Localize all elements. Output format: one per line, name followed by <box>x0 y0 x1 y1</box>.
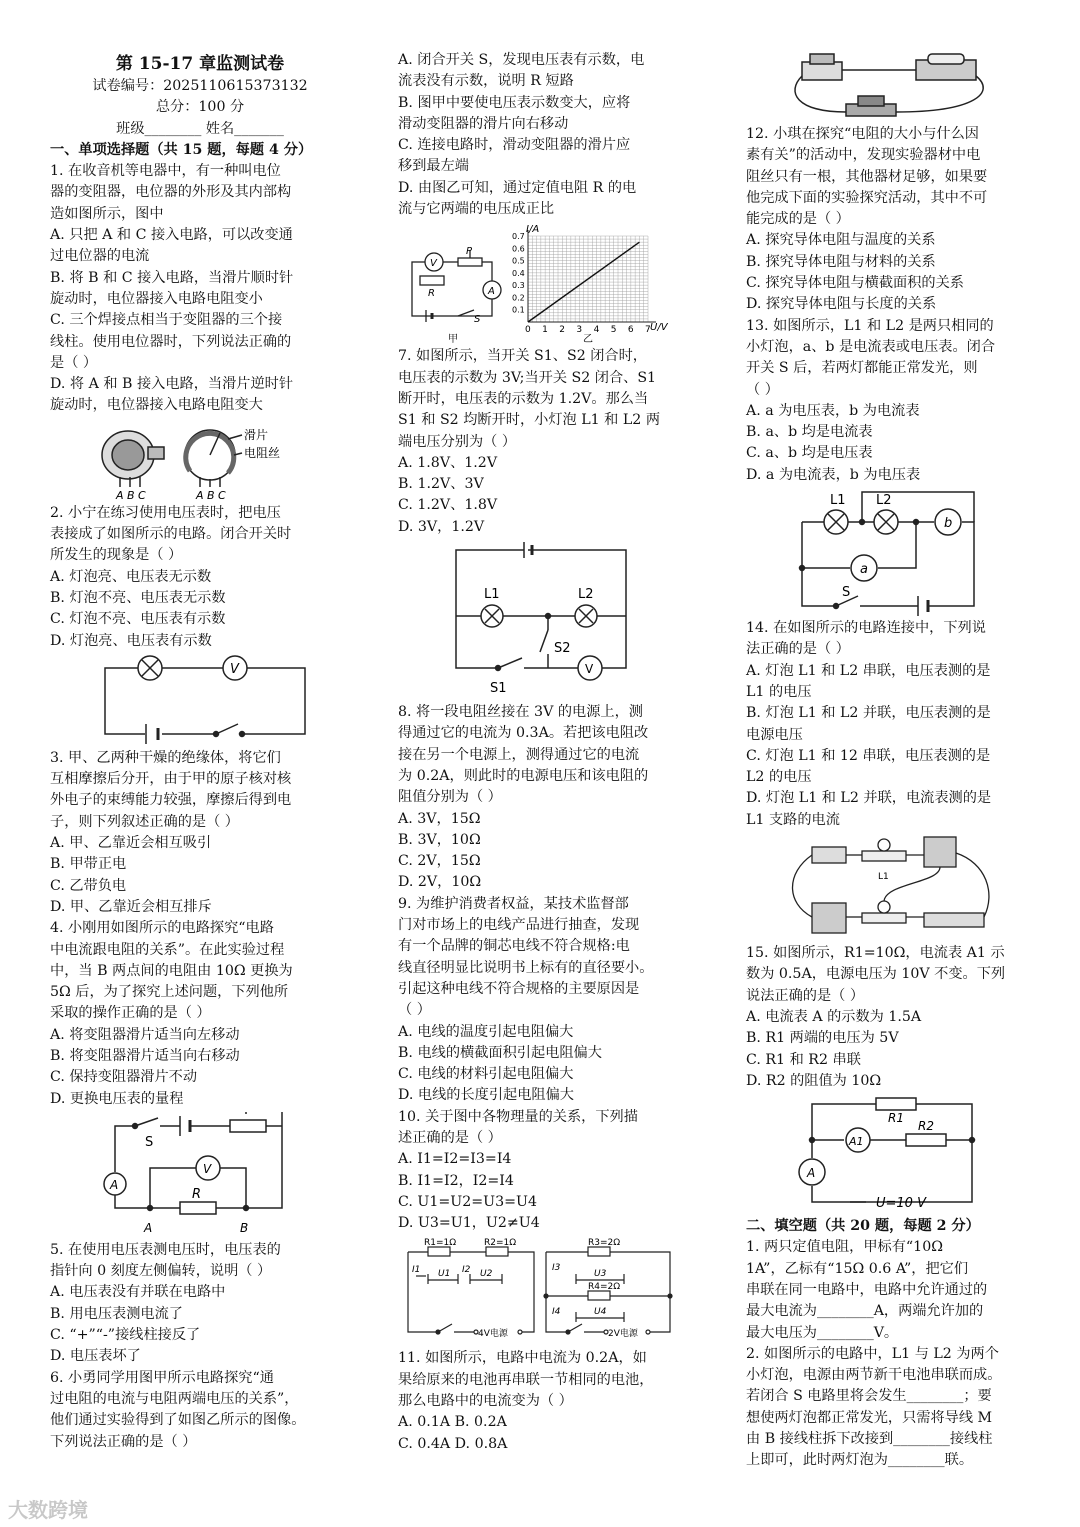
text-line: 13. 如图所示，L1 和 L2 是两只相同的 <box>746 317 994 334</box>
text-line: C. 保持变阻器滑片不动 <box>50 1069 198 1086</box>
text-line: C. 0.4A D. 0.8A <box>398 1435 508 1452</box>
y-tick-label: 0.2 <box>512 293 525 303</box>
ammeter-label: A <box>110 1177 119 1192</box>
text-line: 10. 关于图中各物理量的关系，下列描 <box>398 1108 638 1125</box>
text-line: 流与它两端的电压成正比 <box>398 201 555 218</box>
text-line: D. 由图乙可知，通过定值电阻 R 的电 <box>398 179 637 196</box>
r3-label: R3=2Ω <box>588 1238 621 1249</box>
terminal-label: C <box>218 488 226 501</box>
text-line: 引起这种电线不符合规格的主要原因是 <box>398 980 640 997</box>
text-line: 中，当 B 两点间的电阻由 10Ω 更换为 <box>50 962 293 979</box>
switch-s1-label: S1 <box>490 681 507 697</box>
u3-label: U3 <box>594 1269 607 1280</box>
text-line: C. 探究导体电阻与横截面积的关系 <box>746 275 964 292</box>
switch-label: S <box>474 314 481 326</box>
text-line: 由 B 接线柱拆下改接到________接线柱 <box>746 1431 993 1448</box>
text-line: A. I1=I2=I3=I4 <box>398 1151 512 1168</box>
text-line: （ ） <box>746 381 779 398</box>
lamp-l2-label: L2 <box>876 493 892 509</box>
u1-label: U1 <box>438 1269 451 1280</box>
terminal-label: A <box>196 488 204 501</box>
text-line: 中电流跟电阻的关系”。在此实验过程 <box>50 941 285 958</box>
column-1 <box>50 50 350 1453</box>
i2-label: I2 <box>462 1265 471 1276</box>
r1-label: R1=1Ω <box>424 1238 457 1249</box>
source-4v-label: 4V电源 <box>478 1329 508 1340</box>
voltage-label: U=10 V <box>876 1196 926 1212</box>
voltmeter-label: V <box>230 661 239 677</box>
source-2v-label: 2V电源 <box>608 1329 638 1340</box>
text-line: 接在另一个电源上，测得通过它的电流 <box>398 746 640 763</box>
text-line: 串联在同一电路中，电路中允许通过的 <box>746 1281 988 1298</box>
text-line: 15. 如图所示，R1=10Ω，电流表 A1 示 <box>746 945 1005 962</box>
q13-circuit-figure <box>746 488 1036 616</box>
x-tick-label: 0 <box>525 325 531 336</box>
text-line: 外电子的束缚能力较强，摩擦后得到电 <box>50 792 292 809</box>
text-line: D. 2V，10Ω <box>398 874 482 891</box>
slider-label: 滑片 <box>244 427 269 442</box>
r4-label: R4=2Ω <box>588 1282 621 1293</box>
y-tick-label: 0.4 <box>512 269 525 279</box>
text-line: 移到最左端 <box>398 158 469 175</box>
fill-question-2 <box>746 1344 1036 1472</box>
y-tick-label: 0.3 <box>512 281 525 291</box>
text-line: 那么电路中的电流变为（ ） <box>398 1393 573 1410</box>
text-line: 电源电压 <box>746 726 803 743</box>
voltmeter-label: V <box>430 258 437 270</box>
text-line: A. 电压表没有并联在电路中 <box>50 1284 226 1301</box>
column-2 <box>398 50 683 1455</box>
text-line: C. R1 和 R2 串联 <box>746 1051 861 1068</box>
text-line: 想使两灯泡都正常发光，只需将导线 M <box>746 1409 993 1426</box>
switch-label: S <box>145 1134 154 1150</box>
x-tick-label: 1 <box>542 325 548 336</box>
potentiometer-figure <box>50 419 350 501</box>
x-tick-label: 6 <box>627 325 634 336</box>
text-line: 得通过它的电流为 0.3A。若把该电阻改 <box>398 725 649 742</box>
y-tick-label: 0.1 <box>512 306 525 316</box>
column-3 <box>746 50 1036 1472</box>
total-score: 总分：100 分 <box>155 99 245 116</box>
q6-figure <box>398 222 683 344</box>
text-line: 3. 甲、乙两种干燥的绝缘体，将它们 <box>50 749 281 766</box>
text-line: 表接成了如图所示的电路。闭合开关时 <box>50 526 292 543</box>
switch-s2-label: S2 <box>554 641 571 657</box>
r2-label: R2 <box>918 1119 934 1134</box>
text-line: A. 灯泡 L1 和 L2 串联，电压表测的是 <box>746 662 991 679</box>
text-line: D. 更换电压表的量程 <box>50 1090 184 1107</box>
x-tick-label: 5 <box>610 325 617 336</box>
text-line: 小灯泡，电源由两节新干电池串联而成。 <box>746 1367 1002 1384</box>
text-line: C. 电线的材料引起电阻偏大 <box>398 1066 574 1083</box>
text-line: 5Ω 后，为了探究上述问题，下列他所 <box>50 984 289 1001</box>
question-12 <box>746 124 1036 316</box>
y-tick-label: 0.7 <box>512 232 525 242</box>
r2-label: R2=1Ω <box>484 1238 517 1249</box>
text-line: 线直径明显比说明书上标有的直径要小。 <box>398 959 654 976</box>
u2-label: U2 <box>480 1269 493 1280</box>
resistor-label: R <box>192 1186 202 1202</box>
question-10 <box>398 1107 683 1347</box>
text-line: 是（ ） <box>50 354 98 371</box>
question-2 <box>50 503 350 746</box>
text-line: 最大电流为________A，两端允许加的 <box>746 1303 984 1320</box>
text-line: D. 3V，1.2V <box>398 518 485 535</box>
text-line: 2. 小宁在练习使用电压表时，把电压 <box>50 504 281 521</box>
text-line: D. U3=U1，U2≠U4 <box>398 1215 540 1232</box>
text-line: 最大电压为________V。 <box>746 1324 899 1341</box>
text-line: 说法正确的是（ ） <box>746 987 865 1004</box>
text-line: 5. 在使用电压表测电压时，电压表的 <box>50 1241 281 1258</box>
u4-label: U4 <box>594 1307 607 1318</box>
question-15 <box>746 943 1036 1214</box>
text-line: 子，则下列叙述正确的是（ ） <box>50 813 239 830</box>
text-line: A. 灯泡亮、电压表无示数 <box>50 568 212 585</box>
text-line: 下列说法正确的是（ ） <box>50 1433 197 1450</box>
question-6-cont <box>398 50 683 344</box>
text-line: L1 支路的电流 <box>746 811 840 828</box>
text-line: 14. 在如图所示的电路连接中，下列说 <box>746 620 986 637</box>
x-tick-label: 2 <box>559 325 566 336</box>
resistor-label: R <box>428 288 435 300</box>
ammeter-a1-label: A1 <box>849 1135 864 1149</box>
text-line: B. 1.2V、3V <box>398 476 484 493</box>
text-line: A. 电流表 A 的示数为 1.5A <box>746 1008 922 1025</box>
text-line: 法正确的是（ ） <box>746 641 850 658</box>
text-line: L1 的电压 <box>746 683 812 700</box>
q10-figure <box>398 1236 683 1346</box>
question-1 <box>50 161 350 501</box>
section-1-heading: 一、单项选择题（共 15 题，每题 4 分） <box>50 141 313 158</box>
ammeter-a-label: A <box>807 1166 816 1181</box>
i4-label: I4 <box>552 1307 561 1318</box>
y-axis-label: I/A <box>526 224 540 236</box>
x-tick-label: 7 <box>645 325 651 336</box>
text-line: D. 探究导体电阻与长度的关系 <box>746 296 937 313</box>
text-line: 7. 如图所示，当开关 S1、S2 闭合时， <box>398 348 647 365</box>
terminal-label: B <box>207 488 215 501</box>
voltmeter-circuit-figure <box>50 654 350 746</box>
exam-number: 试卷编号：2025110615373132 <box>92 78 308 94</box>
y-tick-label: 0.5 <box>512 256 525 266</box>
class-name-line: 班级________ 姓名_______ <box>116 120 284 137</box>
q14-apparatus-figure <box>746 833 1036 941</box>
point-a-label: A <box>144 1220 153 1235</box>
text-line: A. 甲、乙靠近会相互吸引 <box>50 835 212 852</box>
text-line: A. 1.8V、1.2V <box>398 454 498 471</box>
i3-label: I3 <box>552 1263 561 1274</box>
ammeter-label: A <box>488 286 495 298</box>
text-line: 素有关”的活动中，发现实验器材中电 <box>746 147 981 164</box>
x-axis-label: U/V <box>650 322 668 334</box>
x-tick-label: 3 <box>576 325 583 336</box>
text-line: 端电压分别为（ ） <box>398 433 517 450</box>
text-line: 述正确的是（ ） <box>398 1129 502 1146</box>
question-13 <box>746 316 1036 616</box>
question-8 <box>398 702 683 894</box>
text-line: 12. 小琪在探究“电阻的大小与什么因 <box>746 126 979 142</box>
text-line: A. 0.1A B. 0.2A <box>398 1414 507 1431</box>
meter-b-label: b <box>944 516 953 532</box>
terminal-label: B <box>127 488 135 501</box>
text-line: A. a 为电压表，b 为电流表 <box>746 402 920 419</box>
question-3 <box>50 748 350 918</box>
text-line: 旋动时，电位器接入电路电阻变大 <box>50 397 263 414</box>
text-line: C. 连接电路时，滑动变阻器的滑片应 <box>398 137 631 154</box>
text-line: 2. 如图所示的电路中，L1 与 L2 为两个 <box>746 1345 999 1362</box>
question-4 <box>50 918 350 1238</box>
text-line: C. 灯泡 L1 和 12 串联，电压表测的是 <box>746 747 991 764</box>
y-tick-label: 0.6 <box>512 244 525 254</box>
text-line: 能完成的是（ ） <box>746 211 850 228</box>
text-line: A. 只把 A 和 C 接入电路，可以改变通 <box>50 227 293 244</box>
question-9 <box>398 894 683 1107</box>
text-line: S1 和 S2 均断开时，小灯泡 L1 和 L2 两 <box>398 412 661 429</box>
iu-chart <box>512 230 656 335</box>
slider-p-label: P <box>466 246 473 258</box>
text-line: 为 0.2A，则此时的电源电压和该电阻的 <box>398 767 649 784</box>
text-line: B. 将变阻器滑片适当向右移动 <box>50 1047 240 1064</box>
q7-circuit-figure <box>398 540 683 700</box>
text-line: D. 将 A 和 B 接入电路，当滑片逆时针 <box>50 376 294 393</box>
text-line: 开关 S 后，若两灯都能正常发光，则 <box>746 360 978 377</box>
text-line: 过电位器的电流 <box>50 248 150 265</box>
terminal-label: A <box>116 488 124 501</box>
text-line: 果给原来的电池再串联一节相同的电池， <box>398 1371 654 1388</box>
text-line: B. I1=I2，I2=I4 <box>398 1172 514 1189</box>
meter-a-label: a <box>860 562 868 578</box>
text-line: 造如图所示，图中 <box>50 205 164 222</box>
text-line: B. 用电压表测电流了 <box>50 1305 183 1322</box>
text-line: 阻值分别为（ ） <box>398 789 502 806</box>
figure-jia-label: 甲 <box>448 334 458 345</box>
text-line: 指针向 0 刻度左侧偏转，说明（ ） <box>50 1263 272 1280</box>
text-line: A. 探究导体电阻与温度的关系 <box>746 232 936 249</box>
text-line: C. U1=U2=U3=U4 <box>398 1193 537 1210</box>
text-line: B. R1 两端的电压为 5V <box>746 1030 899 1047</box>
text-line: B. 3V，10Ω <box>398 831 481 848</box>
text-line: B. 甲带正电 <box>50 856 127 873</box>
r1-label: R1 <box>888 1111 904 1126</box>
text-line: 采取的操作正确的是（ ） <box>50 1005 211 1022</box>
text-line: D. 灯泡亮、电压表有示数 <box>50 632 212 649</box>
text-line: C. “+”“-”接线柱接反了 <box>50 1327 201 1344</box>
text-line: 4. 小刚用如图所示的电路探究“电路 <box>50 920 274 937</box>
text-line: 所发生的现象是（ ） <box>50 547 183 564</box>
text-line: 9. 为维护消费者权益，某技术监督部 <box>398 895 629 912</box>
rheostat-circuit-figure <box>50 1112 350 1238</box>
page-title: 第 15-17 章监测试卷 <box>115 54 285 74</box>
figure-yi-label: 乙 <box>583 334 593 345</box>
text-line: C. 1.2V、1.8V <box>398 497 498 514</box>
text-line: B. 电线的横截面积引起电阻偏大 <box>398 1044 602 1061</box>
text-line: A. 闭合开关 S，发现电压表有示数，电 <box>398 52 645 68</box>
text-line: 器的变阻器，电位器的外形及其内部构 <box>50 184 292 201</box>
text-line: D. a 为电流表，b 为电压表 <box>746 466 921 483</box>
q15-circuit-figure <box>746 1094 1036 1214</box>
text-line: L2 的电压 <box>746 769 812 786</box>
q11-apparatus-figure <box>746 52 1036 122</box>
text-line: 滑动变阻器的滑片向右移动 <box>398 115 569 132</box>
lamp-l2-label: L2 <box>578 587 594 603</box>
text-line: D. 甲、乙靠近会相互排斥 <box>50 898 212 915</box>
text-line: 8. 将一段电阻丝接在 3V 的电源上，测 <box>398 704 643 721</box>
text-line: B. a、b 均是电流表 <box>746 424 873 441</box>
text-line: C. 三个焊接点相当于变阻器的三个接 <box>50 312 283 329</box>
question-14 <box>746 618 1036 941</box>
text-line: 1A”，乙标有“15Ω 0.6 A”，把它们 <box>746 1260 969 1277</box>
wire-label: 电阻丝 <box>244 445 281 460</box>
text-line: 流表没有示数，说明 R 短路 <box>398 73 574 90</box>
text-line: C. 灯泡不亮、电压表有示数 <box>50 611 226 628</box>
text-line: 电压表的示数为 3V;当开关 S2 闭合、S1 <box>398 369 657 386</box>
text-line: 阻丝只有一根，其他器材足够，如果要 <box>746 168 988 185</box>
text-line: B. 图甲中要使电压表示数变大，应将 <box>398 94 631 111</box>
lamp-l1-label: L1 <box>830 493 846 509</box>
watermark: 大数跨境 <box>8 1498 88 1522</box>
text-line: 上即可，此时两灯泡为________联。 <box>746 1452 974 1469</box>
question-11 <box>398 1348 683 1454</box>
terminal-label: C <box>138 488 146 501</box>
point-b-label: B <box>240 1220 249 1235</box>
text-line: 6. 小勇同学用图甲所示电路探究“通 <box>50 1369 274 1386</box>
text-line: 若闭合 S 电路里将会发生________；要 <box>746 1388 992 1405</box>
text-line: 过电阻的电流与电阻两端电压的关系”， <box>50 1390 299 1407</box>
question-5 <box>50 1240 350 1368</box>
text-line: A. 电线的温度引起电阻偏大 <box>398 1023 574 1040</box>
text-line: 旋动时，电位器接入电路电阻变小 <box>50 290 263 307</box>
text-line: B. 灯泡 L1 和 L2 并联，电压表测的是 <box>746 705 991 722</box>
text-line: 有一个品牌的铜芯电线不符合规格:电 <box>398 938 630 955</box>
text-line: 门对市场上的电线产品进行抽查，发现 <box>398 917 640 934</box>
text-line: 他完成下面的实验探究活动，其中不可 <box>746 189 988 206</box>
i1-label: I1 <box>412 1265 421 1276</box>
lamp-l1-label: L1 <box>484 587 500 603</box>
text-line: 互相摩擦后分开，由于甲的原子核对核 <box>50 771 292 788</box>
text-line: B. 探究导体电阻与材料的关系 <box>746 253 936 270</box>
text-line: （ ） <box>398 1002 431 1019</box>
text-line: C. a、b 均是电压表 <box>746 445 873 462</box>
text-line: 断开时，电压表的示数为 1.2V。那么当 <box>398 390 649 407</box>
text-line: D. R2 的阻值为 10Ω <box>746 1072 882 1089</box>
text-line: 线柱。使用电位器时，下列说法正确的 <box>50 333 292 350</box>
text-line: C. 2V，15Ω <box>398 853 481 870</box>
text-line: B. 灯泡不亮、电压表无示数 <box>50 589 226 606</box>
text-line: 小灯泡，a、b 是电流表或电压表。闭合 <box>746 338 996 355</box>
text-line: 1. 两只定值电阻，甲标有“10Ω <box>746 1239 943 1256</box>
x-tick-label: 4 <box>593 325 600 336</box>
section-2-heading: 二、填空题（共 20 题，每题 2 分） <box>746 1218 980 1235</box>
text-line: A. 3V，15Ω <box>398 810 481 827</box>
text-line: 他们通过实验得到了如图乙所示的图像。 <box>50 1412 306 1429</box>
fill-question-1 <box>746 1237 1036 1343</box>
question-6-start <box>50 1368 350 1453</box>
text-line: D. 灯泡 L1 和 L2 并联，电流表测的是 <box>746 790 992 807</box>
text-line: D. 电线的长度引起电阻偏大 <box>398 1087 574 1104</box>
text-line: C. 乙带负电 <box>50 877 127 894</box>
question-7 <box>398 346 683 700</box>
text-line: D. 电压表坏了 <box>50 1348 141 1365</box>
lamp-l1-label: L1 <box>878 872 889 883</box>
text-line: 1. 在收音机等电器中，有一种叫电位 <box>50 163 281 180</box>
text-line: B. 将 B 和 C 接入电路，当滑片顺时针 <box>50 269 294 286</box>
text-line: 11. 如图所示，电路中电流为 0.2A，如 <box>398 1350 647 1367</box>
voltmeter-label: V <box>585 662 594 677</box>
switch-label: S <box>842 585 851 601</box>
voltmeter-label: V <box>203 1161 212 1176</box>
text-line: A. 将变阻器滑片适当向左移动 <box>50 1026 240 1043</box>
text-line: 数为 0.5A，电源电压为 10V 不变。下列 <box>746 966 1006 983</box>
